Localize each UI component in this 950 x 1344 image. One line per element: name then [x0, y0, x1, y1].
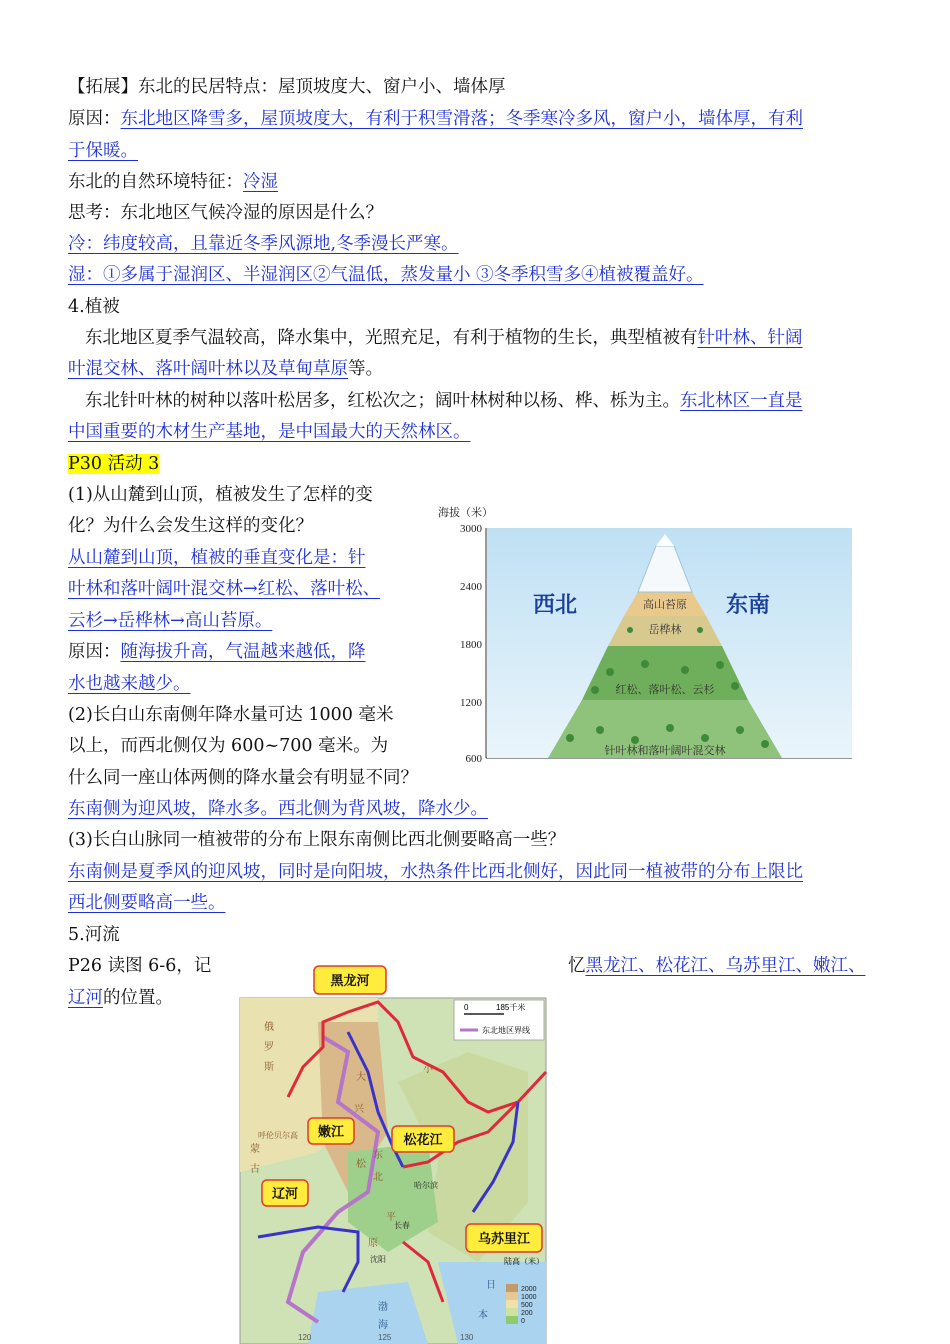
rivers-instruction [68, 950, 211, 982]
zone-label-tundra: 高山苔原 [643, 599, 687, 611]
callout-nenjiang: 嫩江 [317, 1125, 345, 1140]
label-shenyang: 沈阳 [370, 1255, 386, 1264]
callout-songhuajiang: 松花江 [403, 1133, 443, 1148]
answer-1-text-2: 叶林和落叶阔叶混交林→红松、落叶松、 [68, 579, 381, 599]
environment-answer: 冷湿 [243, 172, 278, 192]
vegetation-para-2 [68, 385, 803, 417]
vegetation-para-1-cont [68, 353, 383, 385]
answer-3 [68, 856, 803, 888]
label-gu: 古 [250, 1164, 260, 1175]
zone-label-pine: 红松、落叶松、云杉 [615, 684, 715, 696]
label-xing: 兴 [354, 1104, 364, 1115]
environment-label: 东北的自然环境特征： [68, 172, 243, 192]
vegetation-para-2-cont [68, 416, 471, 448]
callout-wusulijiang: 乌苏里江 [477, 1232, 531, 1247]
reason-answer: 东北地区降雪多，屋顶坡度大，有利于积雪滑落；冬季寒冷多风，窗户小，墙体厚，有利 [120, 109, 803, 129]
vegetation-para-1 [68, 322, 803, 354]
tick-600: 600 [465, 753, 482, 765]
elev-0: 0 [521, 1318, 525, 1325]
label-lon-120: 120 [298, 1333, 312, 1342]
veg-answer-2-cont: 中国重要的木材生产基地，是中国最大的天然林区。 [68, 422, 471, 442]
reason-label: 原因： [68, 109, 121, 129]
veg-text-2: 东北针叶林的树种以落叶松居多，红松次之；阔叶林树种以杨、桦、栎为主。 [85, 391, 680, 411]
section-rivers: 5.河流 [68, 925, 120, 945]
southeast-label: 东南 [725, 593, 771, 618]
reason-line [68, 103, 803, 135]
label-changchun: 长春 [394, 1221, 410, 1230]
rivers-instruction-cont [68, 982, 173, 1014]
callout-liaohe: 辽河 [271, 1187, 299, 1202]
answer-2-text: 东南侧为迎风坡，降水多。西北侧为背风坡，降水少。 [68, 799, 488, 819]
label-xiao: 小 [423, 1064, 433, 1075]
rivers-answer: 黑龙江、松花江、乌苏里江、嫩江、 [585, 956, 866, 976]
tick-2400: 2400 [460, 581, 482, 593]
label-harbin: 哈尔滨 [414, 1181, 438, 1190]
label-ben: 本 [478, 1310, 488, 1321]
rivers-instr-end: 的位置。 [103, 988, 173, 1008]
veg-answer-2: 东北林区一直是 [680, 391, 803, 411]
reason-answer-cont: 于保暖。 [68, 141, 138, 161]
question-1: (1)从山麓到山顶，植被发生了怎样的变 [68, 485, 373, 505]
environment-line [68, 166, 278, 198]
label-yuan: 原 [368, 1238, 378, 1249]
rivers-instr-b: 忆 [568, 956, 586, 976]
tick-1800: 1800 [460, 639, 482, 651]
cold-answer-text: 冷：纬度较高，且靠近冬季风源地,冬季漫长严寒。 [68, 234, 459, 254]
zone-label-mixed: 针叶林和落叶阔叶混交林 [604, 745, 726, 757]
cold-answer [68, 228, 459, 260]
rivers-instruction-right [568, 950, 866, 982]
label-bei: 北 [373, 1172, 383, 1183]
mountain-vegetation-figure [430, 500, 860, 768]
veg-answer-1: 针叶林、针阔 [697, 328, 803, 348]
label-ping: 平 [386, 1212, 396, 1223]
label-bo: 渤 [378, 1302, 388, 1313]
label-hulunbeier: 呼伦贝尔高 [258, 1131, 298, 1140]
answer-3-text-2: 西北侧要略高一些。 [68, 893, 226, 913]
label-ri: 日 [486, 1280, 496, 1291]
wet-answer-text: 湿：①多属于湿润区、半湿润区②气温低，蒸发量小 ③冬季积雪多④植被覆盖好。 [68, 265, 704, 285]
rivers-answer-2: 辽河 [68, 988, 103, 1008]
label-song: 松 [356, 1159, 366, 1170]
answer-1-cont [68, 573, 380, 605]
question-3: (3)长白山脉同一植被带的分布上限东南侧比西北侧要略高一些？ [68, 830, 566, 850]
answer-1 [68, 542, 366, 574]
scale-zero: 0 [464, 1003, 469, 1012]
elev-200: 200 [521, 1310, 533, 1317]
sea-bohai [308, 1282, 428, 1344]
label-meng: 蒙 [250, 1144, 260, 1155]
answer-1-reason-text: 随海拔升高，气温越来越低，降 [120, 642, 366, 662]
answer-1-text: 从山麓到山顶，植被的垂直变化是：针 [68, 548, 366, 568]
label-luo: 罗 [264, 1042, 274, 1053]
answer-1-reason-label: 原因： [68, 642, 121, 662]
elev-2000: 2000 [521, 1286, 537, 1293]
veg-answer-1-cont: 叶混交林、落叶阔叶林以及草甸草原 [68, 359, 348, 379]
question-2-cont: 以上，而西北侧仅为 600~700 毫米。为 [68, 736, 389, 756]
axis-title: 海拔（米） [438, 507, 493, 519]
section-vegetation: 4.植被 [68, 297, 120, 317]
answer-1-reason-text-2: 水也越来越少。 [68, 674, 191, 694]
label-hai: 海 [378, 1320, 388, 1331]
question-2-cont2: 什么同一座山体两侧的降水量会有明显不同？ [68, 768, 418, 788]
answer-1-reason-cont [68, 668, 191, 700]
reason-line-cont [68, 135, 138, 167]
answer-2 [68, 793, 488, 825]
label-lon-125: 125 [378, 1333, 392, 1342]
tick-3000: 3000 [460, 523, 482, 535]
answer-3-cont [68, 887, 226, 919]
elev-1000: 1000 [521, 1294, 537, 1301]
extension-heading: 【拓展】东北的民居特点：屋顶坡度大、窗户小、墙体厚 [68, 77, 506, 97]
elev-500: 500 [521, 1302, 533, 1309]
zone-label-birch: 岳桦林 [648, 624, 682, 636]
northwest-label: 西北 [532, 593, 578, 618]
tick-1200: 1200 [460, 697, 482, 709]
callout-heilongjiang: 黑龙河 [330, 974, 370, 989]
rivers-instr-a: P26 读图 6-6，记 [68, 956, 212, 976]
answer-1-reason [68, 636, 366, 668]
northeast-rivers-map [228, 962, 558, 1344]
activity-heading [68, 448, 159, 480]
question-1-cont: 化？为什么会发生这样的变化？ [68, 516, 313, 536]
label-e: 俄 [264, 1022, 274, 1033]
answer-1-cont2 [68, 605, 272, 637]
thinking-question: 思考：东北地区气候冷湿的原因是什么？ [68, 203, 383, 223]
question-2: (2)长白山东南侧年降水量可达 1000 毫米 [68, 705, 394, 725]
label-si: 斯 [264, 1062, 274, 1073]
veg-text-1-end: 等。 [348, 359, 383, 379]
label-dong: 东 [373, 1150, 383, 1161]
veg-text-1: 东北地区夏季气温较高，降水集中，光照充足，有利于植物的生长，典型植被有 [85, 328, 698, 348]
activity-label: P30 活动 3 [68, 454, 160, 474]
answer-3-text: 东南侧是夏季风的迎风坡，同时是向阳坡，水热条件比西北侧好，因此同一植被带的分布上限比 [68, 862, 803, 882]
answer-1-text-3: 云杉→岳桦林→高山苔原。 [68, 611, 273, 631]
scale-label: 185千米 [496, 1003, 526, 1012]
legend-boundary-label: 东北地区界线 [482, 1026, 530, 1035]
label-lon-130: 130 [460, 1333, 474, 1342]
label-da: 大 [356, 1072, 366, 1083]
elevation-legend-title: 陆高（米） [504, 1257, 544, 1266]
wet-answer [68, 259, 704, 291]
